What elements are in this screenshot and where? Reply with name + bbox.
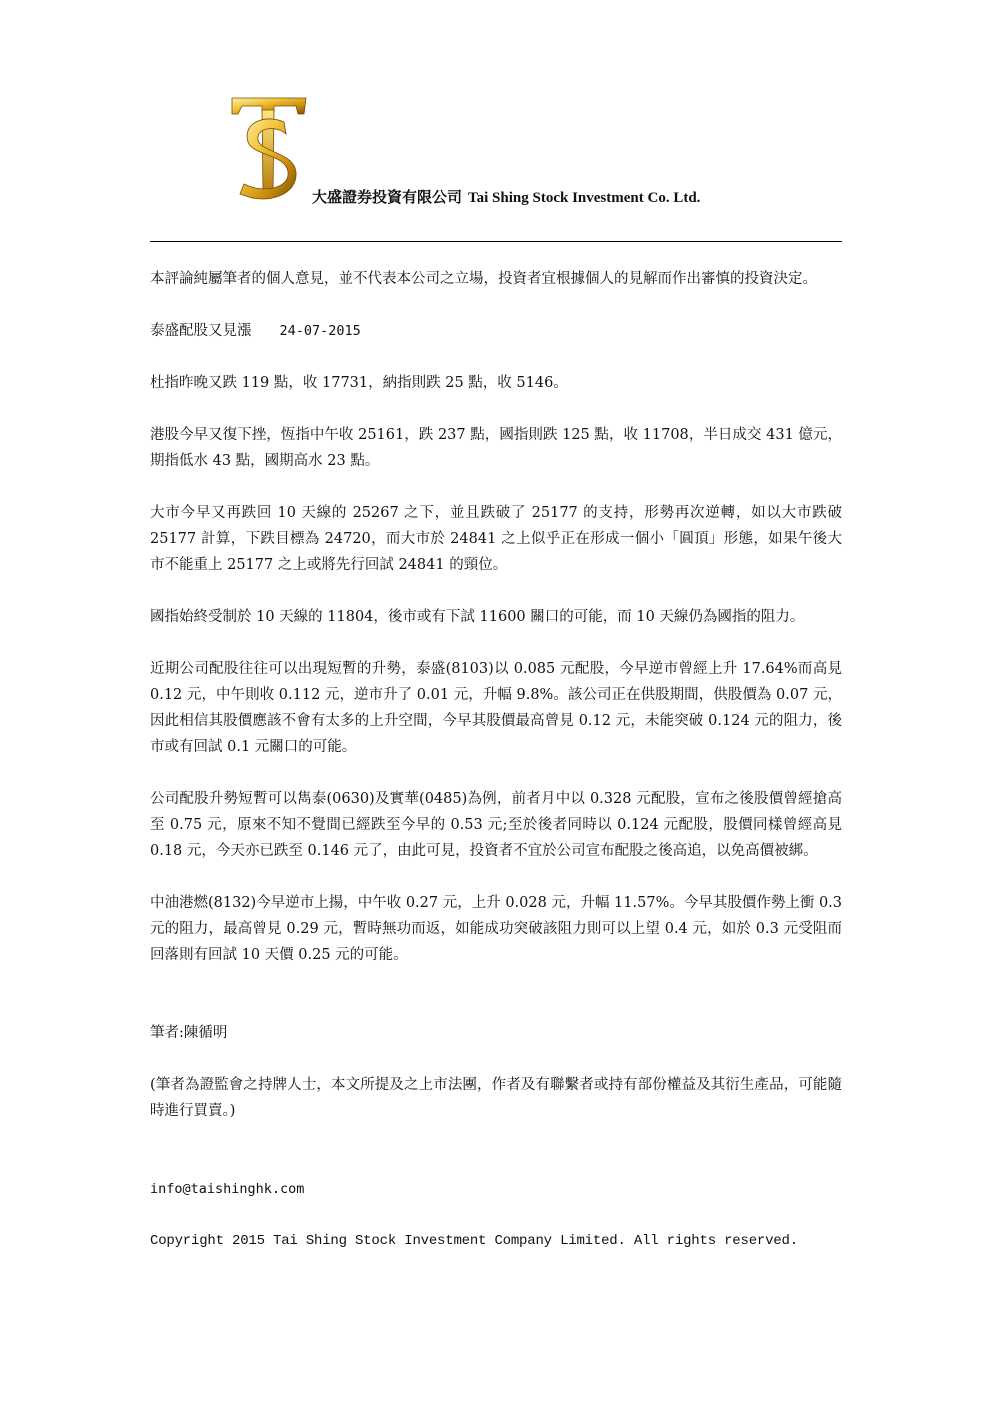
company-name-en: Tai Shing Stock Investment Co. Ltd. (468, 190, 701, 206)
ts-logo-icon (226, 92, 310, 204)
author-disclosure: (筆者為證監會之持牌人士，本文所提及之上市法團，作者及有聯繫者或持有部份權益及其衍生產品，可能隨時進行買賣。) (150, 1077, 842, 1119)
paragraph-hscei-analysis: 國指始終受制於 10 天線的 11804，後市或有下試 11600 關口的可能，而 10 天線仍為國指的阻力。 (150, 609, 805, 625)
paragraph-8103: 近期公司配股往往可以出現短暫的升勢，泰盛(8103)以 0.085 元配股，今早逆市曾經上升 17.64%而高見 0.12 元，中午則收 0.112 元，逆市升了 0.01 元，升幅 9.8%。該公司正在供股期間，供股價為 0.07 元，因此相信其股價應該不會有太多的上升空間，今早其股價最高曾見 0.12 元，未能突破 0.124 元的阻力，後市或有回試 0.1 元關口的可能。 (150, 661, 842, 755)
paragraph-8132: 中油港燃(8132)今早逆市上揚，中午收 0.27 元，上升 0.028 元，升幅 11.57%。今早其股價作勢上衝 0.3 元的阻力，最高曾見 0.29 元，暫時無功而返，如能成功突破該阻力則可以上望 0.4 元，如於 0.3 元受阻而回落則有回試 10 天價 0.25 元的可能。 (150, 895, 843, 963)
article-date: 24-07-2015 (279, 323, 361, 339)
article-title: 泰盛配股又見漲 (150, 323, 252, 339)
company-name-zh: 大盛證券投資有限公司 (312, 190, 463, 206)
disclaimer-text: 本評論純屬筆者的個人意見，並不代表本公司之立場，投資者宜根據個人的見解而作出審慎的投資決定。 (150, 271, 817, 287)
contact-email[interactable]: info@taishinghk.com (150, 1181, 305, 1197)
author-line: 筆者:陳循明 (150, 1025, 228, 1041)
paragraph-hsi-analysis: 大市今早又再跌回 10 天線的 25267 之下，並且跌破了 25177 的支持，形勢再次逆轉，如以大市跌破 25177 計算，下跌目標為 24720，而大市於 24841 之上似乎正在形成一個小「圓頂」形態，如果午後大市不能重上 25177 之上或將先行回試 24841 的頸位。 (150, 505, 842, 573)
paragraph-placement-examples: 公司配股升勢短暫可以雋泰(0630)及實華(0485)為例，前者月中以 0.328 元配股，宣布之後股價曾經搶高至 0.75 元，原來不知不覺間已經跌至今早的 0.53 元;至於後者同時以 0.124 元配股，股價同樣曾經高見 0.18 元，今天亦已跌至 0.146 元了，由此可見，投資者不宜於公司宣布配股之後高追，以免高價被綁。 (150, 791, 842, 859)
article-heading (150, 318, 842, 344)
copyright-notice: Copyright 2015 Tai Shing Stock Investment Company Limited. All rights reserved. (150, 1233, 798, 1249)
header-divider (150, 241, 842, 242)
article-body (150, 266, 842, 1254)
paragraph-us-market: 杜指昨晚又跌 119 點，收 17731，納指則跌 25 點，收 5146。 (150, 375, 568, 391)
company-name (312, 186, 700, 207)
paragraph-hk-market: 港股今早又復下挫，恆指中午收 25161，跌 237 點，國指則跌 125 點，收 11708，半日成交 431 億元，期指低水 43 點，國期高水 23 點。 (150, 427, 842, 469)
